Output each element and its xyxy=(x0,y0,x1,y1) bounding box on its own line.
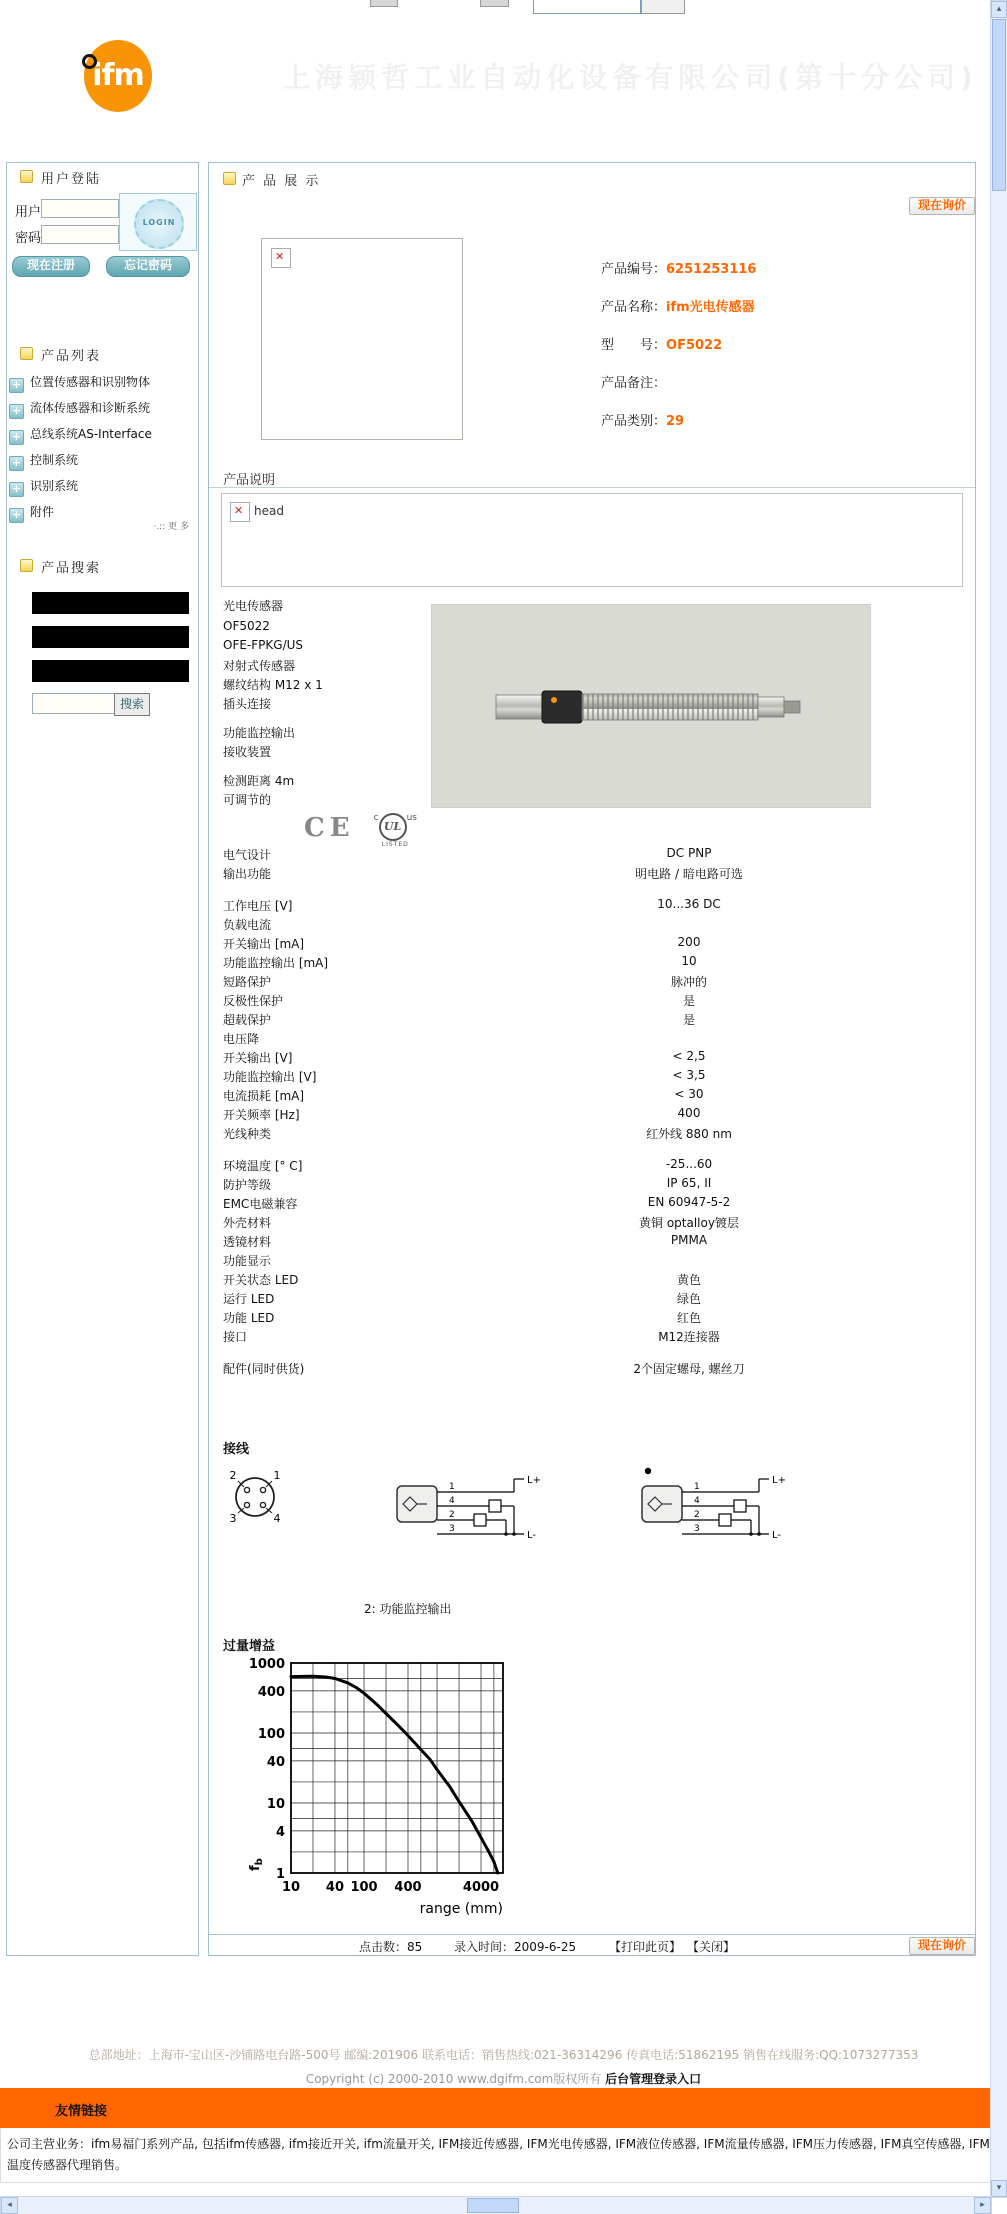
spec-label: 短路保护 xyxy=(223,975,272,989)
spec-label: 输出功能 xyxy=(223,867,272,881)
sidebar-item-label: 总线系统AS-Interface xyxy=(30,427,152,441)
vertical-scroll-thumb[interactable] xyxy=(992,19,1006,191)
spec-label: 配件(同时供货) xyxy=(223,1362,305,1376)
svg-text:fb: $f_b$ xyxy=(248,1858,265,1871)
friend-links-bar xyxy=(0,2088,1007,2128)
spec-label: OF5022 xyxy=(223,619,270,633)
spec-label: 超载保护 xyxy=(223,1013,272,1027)
spec-value: 2个固定螺母, 螺丝刀 xyxy=(633,1362,745,1376)
spec-value: 10 xyxy=(681,954,697,968)
spec-row xyxy=(223,1030,961,1049)
product-menu xyxy=(9,373,197,529)
footer-copyright-row xyxy=(0,2070,1007,2087)
user-label: 用户 xyxy=(15,205,42,220)
approval-marks xyxy=(304,813,417,851)
search-section-title: 产品搜索 xyxy=(41,561,102,576)
svg-text:100: 100 xyxy=(257,1727,285,1742)
section-bullet-icon xyxy=(20,170,33,183)
product-list-title: 产品列表 xyxy=(41,349,102,364)
sidebar-item-label: 流体传感器和诊断系统 xyxy=(30,401,151,415)
spec-value: < 2,5 xyxy=(672,1049,706,1063)
sidebar-item-控制系统[interactable] xyxy=(9,451,197,477)
product-field-row xyxy=(601,372,961,410)
product-field-row xyxy=(601,410,961,448)
spec-value: 红色 xyxy=(676,1311,701,1325)
ifm-logo[interactable] xyxy=(84,40,152,112)
product-field-row xyxy=(601,334,961,372)
product-photo xyxy=(431,604,871,808)
admin-login-link[interactable]: 后台管理登录入口 xyxy=(605,2072,702,2086)
svg-text:1: 1 xyxy=(694,1482,700,1492)
spec-label: 环境温度 [° C] xyxy=(223,1159,303,1173)
svg-text:1: 1 xyxy=(275,1867,285,1882)
entry-time: 录入时间：2009-6-25 xyxy=(454,1940,577,1954)
spec-label: 功能 LED xyxy=(223,1311,275,1325)
section-bullet-icon xyxy=(20,347,33,360)
svg-text:400: 400 xyxy=(257,1684,285,1700)
spec-row xyxy=(223,973,961,992)
copyright-text: Copyright (c) 2000-2010 www.dgifm.com版权所有 xyxy=(305,2072,602,2086)
inquiry-button-top[interactable]: 现在询价 xyxy=(909,197,975,215)
company-title: 上海颖哲工业自动化设备有限公司(第十分公司) xyxy=(282,61,978,94)
spec-row xyxy=(223,1049,961,1068)
spec-label: 工作电压 [V] xyxy=(223,899,293,913)
product-field-value: OF5022 xyxy=(666,338,723,353)
svg-text:4: 4 xyxy=(449,1496,455,1506)
spec-label: 外壳材料 xyxy=(223,1216,272,1230)
spec-value: 10...36 DC xyxy=(657,897,721,911)
vertical-scrollbar[interactable] xyxy=(990,0,1007,2198)
ul-mark-icon: $^cUL^{us}$ LISTED xyxy=(373,813,417,848)
main-panel xyxy=(208,162,976,1956)
spec-row xyxy=(223,1328,961,1347)
svg-text:4: 4 xyxy=(275,1824,285,1840)
category-caption: 光电传感器 xyxy=(223,599,284,613)
spec-value: IP 65, II xyxy=(666,1176,712,1190)
spec-label: 对射式传感器 xyxy=(223,659,296,673)
search-filter-select-1[interactable] xyxy=(32,592,189,614)
gain-chart-title: 过量增益 xyxy=(223,1639,276,1654)
spec-label: 光线种类 xyxy=(223,1127,272,1141)
spec-row xyxy=(223,1087,961,1106)
spec-value: 200 xyxy=(677,935,701,949)
password-input[interactable] xyxy=(41,225,119,244)
plus-icon: + xyxy=(9,430,24,445)
product-field-label: 产品类别： xyxy=(601,414,667,429)
spec-value: PMMA xyxy=(670,1233,708,1247)
spec-row xyxy=(223,1011,961,1030)
product-field-value: ifm光电传感器 xyxy=(666,300,755,315)
spec-label: OFE-FPKG/US xyxy=(223,638,304,652)
spec-row xyxy=(223,865,961,884)
spec-value: < 3,5 xyxy=(672,1068,706,1082)
cutoff-button-2[interactable] xyxy=(480,0,509,7)
spec-label: 螺纹结构 M12 x 1 xyxy=(223,678,323,692)
spec-label: 功能监控输出 xyxy=(223,726,296,740)
ifm-logo-text: ifm xyxy=(92,58,144,93)
spec-label: 接口 xyxy=(223,1330,248,1344)
product-field-value: 29 xyxy=(666,414,685,429)
spec-label: 运行 LED xyxy=(223,1292,275,1306)
spec-value: DC PNP xyxy=(666,846,712,860)
svg-text:10: 10 xyxy=(266,1797,285,1812)
login-button[interactable] xyxy=(119,193,197,251)
connector-pinout-diagram xyxy=(223,1463,287,1527)
svg-text:1: 1 xyxy=(273,1469,281,1482)
svg-text:4000: 4000 xyxy=(462,1880,500,1895)
plus-icon: + xyxy=(9,378,24,393)
broken-image-icon: ✕ xyxy=(271,248,291,268)
business-scope-box xyxy=(0,2128,1007,2183)
search-button[interactable]: 搜索 xyxy=(114,693,150,716)
svg-text:2: 2 xyxy=(694,1510,700,1520)
spec-value: -25...60 xyxy=(665,1157,713,1171)
business-scope-text: 公司主营业务：ifm易福门系列产品, 包括ifm传感器, ifm接近开关, ifm流量开关, IFM接近传感器, IFM光电传感器, IFM液位传感器, IFM流量传感器, IFM压力传感器, IFM真空传感器, IFM温度传感器代理销售。 xyxy=(7,2137,990,2172)
cutoff-go-button[interactable] xyxy=(641,0,685,14)
hits-count: 点击数：85 xyxy=(359,1940,423,1954)
svg-text:L+: L+ xyxy=(527,1475,541,1486)
spec-label: 功能监控输出 [mA] xyxy=(223,956,329,970)
spec-label: 防护等级 xyxy=(223,1178,272,1192)
cutoff-button-1[interactable] xyxy=(370,0,398,7)
forgot-password-button[interactable]: 忘记密码 xyxy=(106,256,190,277)
scroll-down-button[interactable]: ▾ xyxy=(991,2180,1007,2197)
spec-label: 开关频率 [Hz] xyxy=(223,1108,300,1122)
svg-text:100: 100 xyxy=(350,1880,378,1895)
wiring-title: 接线 xyxy=(223,1442,250,1457)
description-head-box xyxy=(221,493,963,587)
broken-image-icon: ✕ xyxy=(230,502,250,522)
sidebar-item-识别系统[interactable] xyxy=(9,477,197,503)
print-page-link[interactable]: 【打印此页】 xyxy=(609,1940,682,1954)
search-filter-select-2[interactable] xyxy=(32,626,189,648)
spec-gap xyxy=(223,884,961,897)
footer-address: 总部地址：上海市-宝山区-沙铺路电台路-500号 邮编:201906 联系电话：销售热线:021-36314296 传真电话:51862195 销售在线服务:QQ:1073277353 xyxy=(88,2048,919,2062)
svg-text:1000: 1000 xyxy=(248,1657,285,1672)
more-link[interactable] xyxy=(107,519,189,532)
plus-icon: + xyxy=(9,404,24,419)
spec-value: M12连接器 xyxy=(658,1330,720,1344)
sidebar-item-位置传感器和识别物体[interactable] xyxy=(9,373,197,399)
spec-row xyxy=(223,897,961,916)
svg-text:2: 2 xyxy=(229,1469,237,1482)
spec-value: 黄色 xyxy=(676,1273,701,1287)
spec-label: 电压降 xyxy=(223,1032,260,1046)
spec-row xyxy=(223,1309,961,1328)
spec-label: 开关输出 [V] xyxy=(223,1051,293,1065)
spec-value: 是 xyxy=(682,1013,695,1027)
svg-text:3: 3 xyxy=(449,1524,455,1534)
svg-text:4: 4 xyxy=(273,1512,281,1525)
description-title: 产品说明 xyxy=(223,473,276,488)
spec-label: EMC电磁兼容 xyxy=(223,1197,298,1211)
more-dots: ·.:: xyxy=(153,522,166,532)
search-filter-select-3[interactable] xyxy=(32,660,189,682)
product-field-label: 产品名称： xyxy=(601,300,667,315)
wiring-note: 2: 功能监控输出 xyxy=(364,1602,452,1616)
svg-text:1: 1 xyxy=(449,1482,455,1492)
spec-row xyxy=(223,935,961,954)
close-page-link[interactable]: 【关闭】 xyxy=(687,1940,736,1954)
spec-value: 红外线 880 nm xyxy=(646,1127,732,1141)
spec-row xyxy=(223,1214,961,1233)
spec-row xyxy=(223,1125,961,1144)
plus-icon: + xyxy=(9,456,24,471)
login-section-title: 用户登陆 xyxy=(41,172,102,187)
svg-text:L+: L+ xyxy=(772,1475,786,1486)
svg-text:L-: L- xyxy=(772,1530,782,1541)
spec-label: 功能监控输出 [V] xyxy=(223,1070,317,1084)
product-field-label: 型 号： xyxy=(601,338,667,353)
horizontal-scroll-thumb[interactable] xyxy=(467,2198,519,2213)
svg-text:10: 10 xyxy=(281,1880,301,1895)
product-field-label: 产品备注： xyxy=(601,376,667,391)
spec-row xyxy=(223,1176,961,1195)
svg-text:2: 2 xyxy=(449,1510,455,1520)
product-field-label: 产品编号： xyxy=(601,262,667,277)
spec-value: 明电路 / 暗电路可选 xyxy=(635,867,743,881)
head-image-label: head xyxy=(254,504,284,518)
spec-label: 电气设计 xyxy=(223,848,272,862)
spec-row xyxy=(223,1252,961,1271)
search-input[interactable] xyxy=(32,693,116,714)
wiring-diagram-1 xyxy=(394,1458,544,1563)
svg-text:3: 3 xyxy=(229,1512,237,1525)
spec-label: 开关输出 [mA] xyxy=(223,937,305,951)
product-fields xyxy=(601,258,961,448)
user-input[interactable] xyxy=(41,199,119,218)
spec-row xyxy=(223,992,961,1011)
product-display-title: 产 品 展 示 xyxy=(242,174,321,189)
sidebar-item-label: 识别系统 xyxy=(30,479,79,493)
sidebar-item-label: 位置传感器和识别物体 xyxy=(30,375,151,389)
spec-row xyxy=(223,1157,961,1176)
plus-icon: + xyxy=(9,482,24,497)
svg-text:400: 400 xyxy=(394,1880,422,1895)
spec-value: 是 xyxy=(682,994,695,1008)
scroll-up-button[interactable]: ▴ xyxy=(991,1,1007,18)
spec-gap xyxy=(223,1347,961,1360)
spec-value: 400 xyxy=(677,1106,701,1120)
spec-row xyxy=(223,1290,961,1309)
register-button[interactable]: 现在注册 xyxy=(12,256,90,277)
spec-row xyxy=(223,1360,961,1379)
product-field-value: 6251253116 xyxy=(666,262,757,277)
scroll-left-button[interactable]: ◂ xyxy=(1,2197,18,2214)
sidebar-item-总线系统AS-Interface[interactable] xyxy=(9,425,197,451)
password-label: 密码 xyxy=(15,231,42,246)
spec-row xyxy=(223,1233,961,1252)
spec-label: 检测距离 4m xyxy=(223,774,295,788)
spec-label: 反极性保护 xyxy=(223,994,284,1008)
more-label: 更 多 xyxy=(168,522,189,532)
spec-value: 脉冲的 xyxy=(670,975,707,989)
excess-gain-chart xyxy=(245,1653,513,1928)
svg-text:40: 40 xyxy=(325,1880,345,1895)
spec-row xyxy=(223,1068,961,1087)
spec-label: 透镜材料 xyxy=(223,1235,272,1249)
product-field-row xyxy=(601,296,961,334)
main-bottom-bar xyxy=(209,1934,975,1956)
section-bullet-icon xyxy=(223,172,236,185)
spec-row xyxy=(223,1271,961,1290)
spec-gap xyxy=(223,1144,961,1157)
svg-text:4: 4 xyxy=(694,1496,700,1506)
spec-label: 插头连接 xyxy=(223,697,272,711)
friend-links-title: 友情链接 xyxy=(55,2104,108,2119)
sensor-photo-drawing xyxy=(432,605,870,807)
spec-row xyxy=(223,1195,961,1214)
spec-label: 负载电流 xyxy=(223,918,272,932)
spec-label: 功能显示 xyxy=(223,1254,272,1268)
horizontal-scrollbar[interactable] xyxy=(0,2196,992,2214)
sidebar-item-流体传感器和诊断系统[interactable] xyxy=(9,399,197,425)
spec-value: 黄铜 optalloy镀层 xyxy=(639,1216,739,1230)
product-image-placeholder xyxy=(261,238,463,440)
spec-row xyxy=(223,954,961,973)
spec-label: 开关状态 LED xyxy=(223,1273,299,1287)
spec-label: 可调节的 xyxy=(223,793,272,807)
scroll-right-button[interactable]: ▸ xyxy=(974,2197,991,2214)
ifm-logo-ring-icon xyxy=(82,54,97,69)
ce-mark-icon: CE xyxy=(304,813,355,843)
svg-text:range (mm): range (mm) xyxy=(419,1901,503,1917)
section-bullet-icon xyxy=(20,559,33,572)
spec-label: 接收装置 xyxy=(223,745,272,759)
sidebar-item-label: 控制系统 xyxy=(30,453,79,467)
svg-text:L-: L- xyxy=(527,1530,537,1541)
plus-icon: + xyxy=(9,508,24,523)
spec-row xyxy=(223,1106,961,1125)
sidebar xyxy=(6,162,199,1956)
svg-text:40: 40 xyxy=(266,1754,285,1770)
inquiry-button-bottom[interactable]: 现在询价 xyxy=(909,1937,975,1955)
sidebar-item-label: 附件 xyxy=(30,505,55,519)
spec-value: 绿色 xyxy=(676,1292,701,1306)
wiring-diagram-2 xyxy=(639,1458,789,1563)
login-badge-icon: LOGIN xyxy=(134,199,184,249)
spec-value: EN 60947-5-2 xyxy=(647,1195,731,1209)
cutoff-input[interactable] xyxy=(533,0,641,14)
spec-row xyxy=(223,916,961,935)
spec-value: < 30 xyxy=(674,1087,704,1101)
svg-text:3: 3 xyxy=(694,1524,700,1534)
spec-label: 电流损耗 [mA] xyxy=(223,1089,305,1103)
product-field-row xyxy=(601,258,961,296)
divider xyxy=(209,487,975,488)
